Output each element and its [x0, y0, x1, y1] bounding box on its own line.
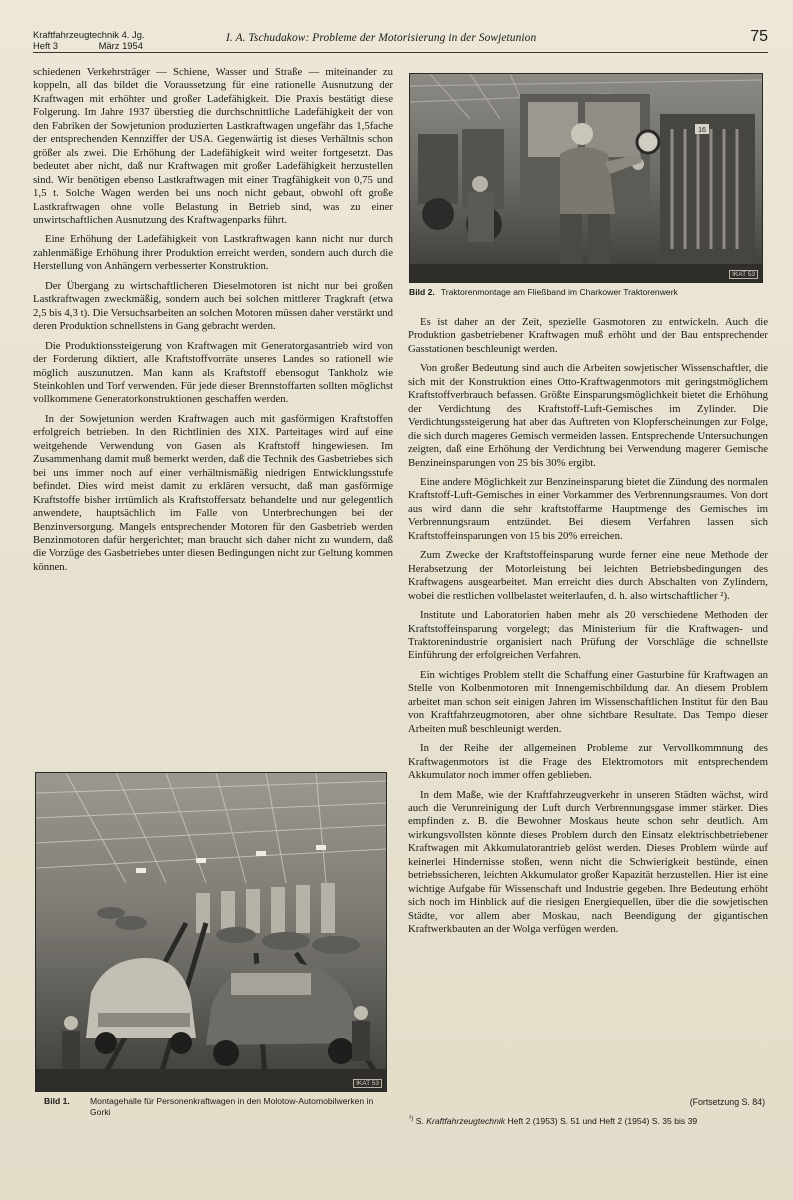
- paragraph: Eine Erhöhung der Ladefähigkeit von Lastkraftwagen kann nicht nur durch zahlenmäßige Erhöhung ihrer Produktion erreicht werden, sondern auch durch die Herstellung von Anhängern verbesserter Konstruktion.: [33, 233, 393, 273]
- paragraph: Institute und Laboratorien haben mehr als 20 verschiedene Methoden der Kraftstoffeinsparung vorgelegt; das Ministerium für die Kraftwagen- und Traktorenindustrie organisiert nach Prüfung der Vorschläge die schnellste Einführung der erfolgreichen Verfahren.: [408, 609, 768, 662]
- paragraph: Ein wichtiges Problem stellt die Schaffung einer Gasturbine für Kraftwagen an Stelle von Kolbenmotoren mit Innengemischbildung dar. An diesem Problem arbeitet man schon seit einigen Jahren im Wissenschaftlichen Institut für den Bau von Kraftfahrzeugmotoren, aber ohne sichtbare Resultate. Das Tempo dieser Arbeiten muß beschleunigt werden.: [408, 668, 768, 735]
- footnote-reference: Heft 2 (1953) S. 51 und Heft 2 (1954) S. 35 bis 39: [507, 1115, 698, 1126]
- paragraph: In der Sowjetunion werden Kraftwagen auch mit gasförmigen Kraftstoffen erfolgreich betrieben. In den Richtlinien des XIX. Parteitages wird auf eine weitgehende Verwendung von Gasen als Kraftstoff hingewiesen. Im Zusammenhang damit muß bemerkt werden, daß die Technik des Gasbetriebes sich bei uns immer noch auf einer verhältnismäßig niedrigen Entwicklungsstufe befindet. Dies wird meist damit zu erklären versucht, daß man gasförmige Kraftstoffe bisher irrtümlich als Kraftstoffersatz behandelte und nur gelegentlich anwendete, hauptsächlich im Falle von Unterbrechungen bei der Benzinversorgung. Mangels entsprechender Motoren für den Gasbetrieb werden Benzinmotoren dafür hergerichtet; man braucht sich daher nicht zu wundern, daß die Vorzüge des Gasbetriebes unter diesen Bedingungen nicht zur Geltung kommen können.: [33, 412, 393, 573]
- page-number: 75: [750, 28, 768, 45]
- running-title: I. A. Tschudakow: Probleme der Motorisierung in der Sowjetunion: [226, 32, 537, 44]
- paragraph: Die Produktionssteigerung von Kraftwagen mit Generatorgasantrieb wird von der Forderung diktiert, alle Kraftstoffvorräte unseres Landes so rationell wie möglich auszunutzen. Man kann als Kraftstoff ebensogut Tankholz wie Steinkohlen und Torf verwenden. Für jede dieser Brennstoffarten sollten möglichst vollkommene Generatorkonstruktionen geschaffen werden.: [33, 339, 393, 406]
- tractor-plate-number: 16: [698, 127, 706, 134]
- figure-2-caption-text: Traktorenmontage am Fließband im Charkower Traktorenwerk: [440, 287, 678, 297]
- footnote-mark: ²): [409, 1115, 414, 1122]
- figure-1-caption-text: Montagehalle für Personenkraftwagen in den Molotow-Automobilwerken in Gorki: [90, 1096, 374, 1117]
- paragraph: Von großer Bedeutung sind auch die Arbeiten sowjetischer Wissenschaftler, die sich mit der Konstruktion eines Otto-Kraftwagenmotors mit geringstmöglichem Kraftstoffverbrauch befassen. Größte Einsparungsmöglichkeit bietet die Erhöhung der Verdichtung des Kraftstoff-Luft-Gemisches im Zylinder. Die Verdichtungssteigerung hat aber das Auftreten von Klopferscheinungen zur Folge, die sich durch mageres Gemisch vermeiden lassen. Entsprechende Untersuchungen zeigten, daß eine Erhöhung der Verdichtung bei Verwendung magerer Gemische Benzineinsparungen von 25 bis 30% ergibt.: [408, 362, 768, 469]
- paragraph: schiedenen Verkehrsträger — Schiene, Wasser und Straße — miteinander zu koppeln, all das bildet die Voraussetzung für eine rationelle Ausnutzung der Kraftwagen mit erhöhter und großer Ladefähigkeit. Die Praxis bestätigt diese Folgerung. Im Jahre 1937 überstieg die durchschnittliche Ladefähigkeit der von den Fabriken der Sowjetunion produzierten Lastkraftwagen ungefähr das 1,5fache der entsprechenden Kennziffer der USA. Gegenwärtig ist dieses Verhältnis schon größer als zwei. Die Erhöhung der Ladefähigkeit wird weiter fortgesetzt. Das bedeutet aber nicht, daß nur Kraftwagen mit großer Ladefähigkeit herzustellen sind. Wir benötigen ebenso Lastkraftwagen mit einer Tragfähigkeit von 0,75 und 1,5 t. Solche Wagen werden bei uns noch nicht gebaut, obwohl oft große Lastkraftwagen ohne volle Belastung in Betrieb sind, was zu einer unwirtschaftlichen Ausnutzung des Kraftwagenparks führt.: [33, 66, 393, 226]
- tractor-photo-illustration: [410, 74, 762, 282]
- figure-1-caption: [44, 1096, 384, 1118]
- figure-1-label: Bild 1.: [44, 1096, 70, 1106]
- paragraph: Eine andere Möglichkeit zur Benzineinsparung bietet die Zündung des normalen Kraftstoff-Luft-Gemisches in einer Vorkammer des Verbrennungsraumes. Von dort aus wird dann die sehr kraftstoffarme Hauptmenge des Gemisches im Verbrennungsraum entzündet. Bei diesem Verfahren lassen sich Kraftstoffeinsparungen von 15 bis 20% erreichen.: [408, 475, 768, 542]
- running-header: [33, 26, 768, 53]
- footnote-prefix: S.: [415, 1115, 424, 1126]
- paragraph: Zum Zwecke der Kraftstoffeinsparung wurde ferner eine neue Methode der Herabsetzung der Motorleistung bei leichten Betriebsbedingungen des Kraftwagens ausgearbeitet. Man erreicht dies durch Abschalten von Zylindern, wobei die restlichen vollbelastet weiterlaufen, d. h. also wirtschaftlicher ²).: [408, 549, 768, 602]
- figure-2-caption: [409, 287, 769, 298]
- issue-line: [33, 41, 145, 52]
- footnote: [409, 1113, 769, 1127]
- figure-2-label: Bild 2.: [409, 287, 435, 297]
- right-text-column: [408, 316, 768, 942]
- journal-name: Kraftfahrzeugtechnik 4. Jg.: [33, 29, 145, 40]
- figure-tractor-assembly-photo: [409, 73, 763, 283]
- continuation-note: (Fortsetzung S. 84): [689, 1097, 765, 1107]
- issue-date: März 1954: [98, 39, 143, 51]
- figure-car-assembly-hall-photo: [35, 772, 387, 1092]
- issue-number: Heft 3: [33, 39, 59, 51]
- paragraph: Der Übergang zu wirtschaftlicheren Dieselmotoren ist nicht nur bei großen Lastkraftwagen zweckmäßig, sondern auch bei solchen mittlerer Tragkraft (etwa 2,5 bis 4,3 t). Die Versuchsarbeiten an solchen Motoren müssen daher verstärkt und deren Produktion schnellstens in Gang gebracht werden.: [33, 279, 393, 333]
- assembly-hall-illustration: [36, 773, 386, 1091]
- photo-agency-tag: IKAT 53: [729, 270, 758, 279]
- footnote-journal: Kraftfahrzeugtechnik: [426, 1115, 506, 1126]
- paragraph: In der Reihe der allgemeinen Probleme zur Vervollkommnung des Kraftwagenmotors ist die Frage des Elektromotors mit entsprechendem Akkumulator noch immer offen geblieben.: [408, 742, 768, 782]
- left-text-column: [33, 66, 393, 580]
- photo-agency-tag: IKAT 53: [353, 1079, 382, 1088]
- paragraph: In dem Maße, wie der Kraftfahrzeugverkehr in unseren Städten wächst, wird auch die Verunreinigung der Luft durch Verbrennungsgase immer stärker. Dies empfinden z. B. die Bewohner Moskaus heute schon sehr deutlich. Am wirkungsvollsten könnte dieses Problem durch den Einsatz elektrischbetriebener Kraftwagen mit Akkumulatorantrieb gelöst werden. Dieses Problem würde auf keinerlei Hindernisse stoßen, wenn nicht die Schwierigkeit bestünde, einen betriebssicheren, leichten Akkumulator großer Kapazität herzustellen. Hier ist eine wichtige Aufgabe für Wissenschaft und Industrie gegeben. Ihre Bedeutung erhöht sich noch im Hinblick auf die riesigen Energiequellen, über die die sowjetischen Städte, vor allem aber Moskau, nach Beendigung der gigantischen Kraftwerkbauten an der Wolga verfügen werden.: [408, 788, 768, 936]
- paragraph: Es ist daher an der Zeit, spezielle Gasmotoren zu entwickeln. Auch die Produktion gasbetriebener Kraftwagen muß erhöht und der Bau entsprechender Gasstationen beschleunigt werden.: [408, 316, 768, 355]
- journal-info: [33, 30, 145, 51]
